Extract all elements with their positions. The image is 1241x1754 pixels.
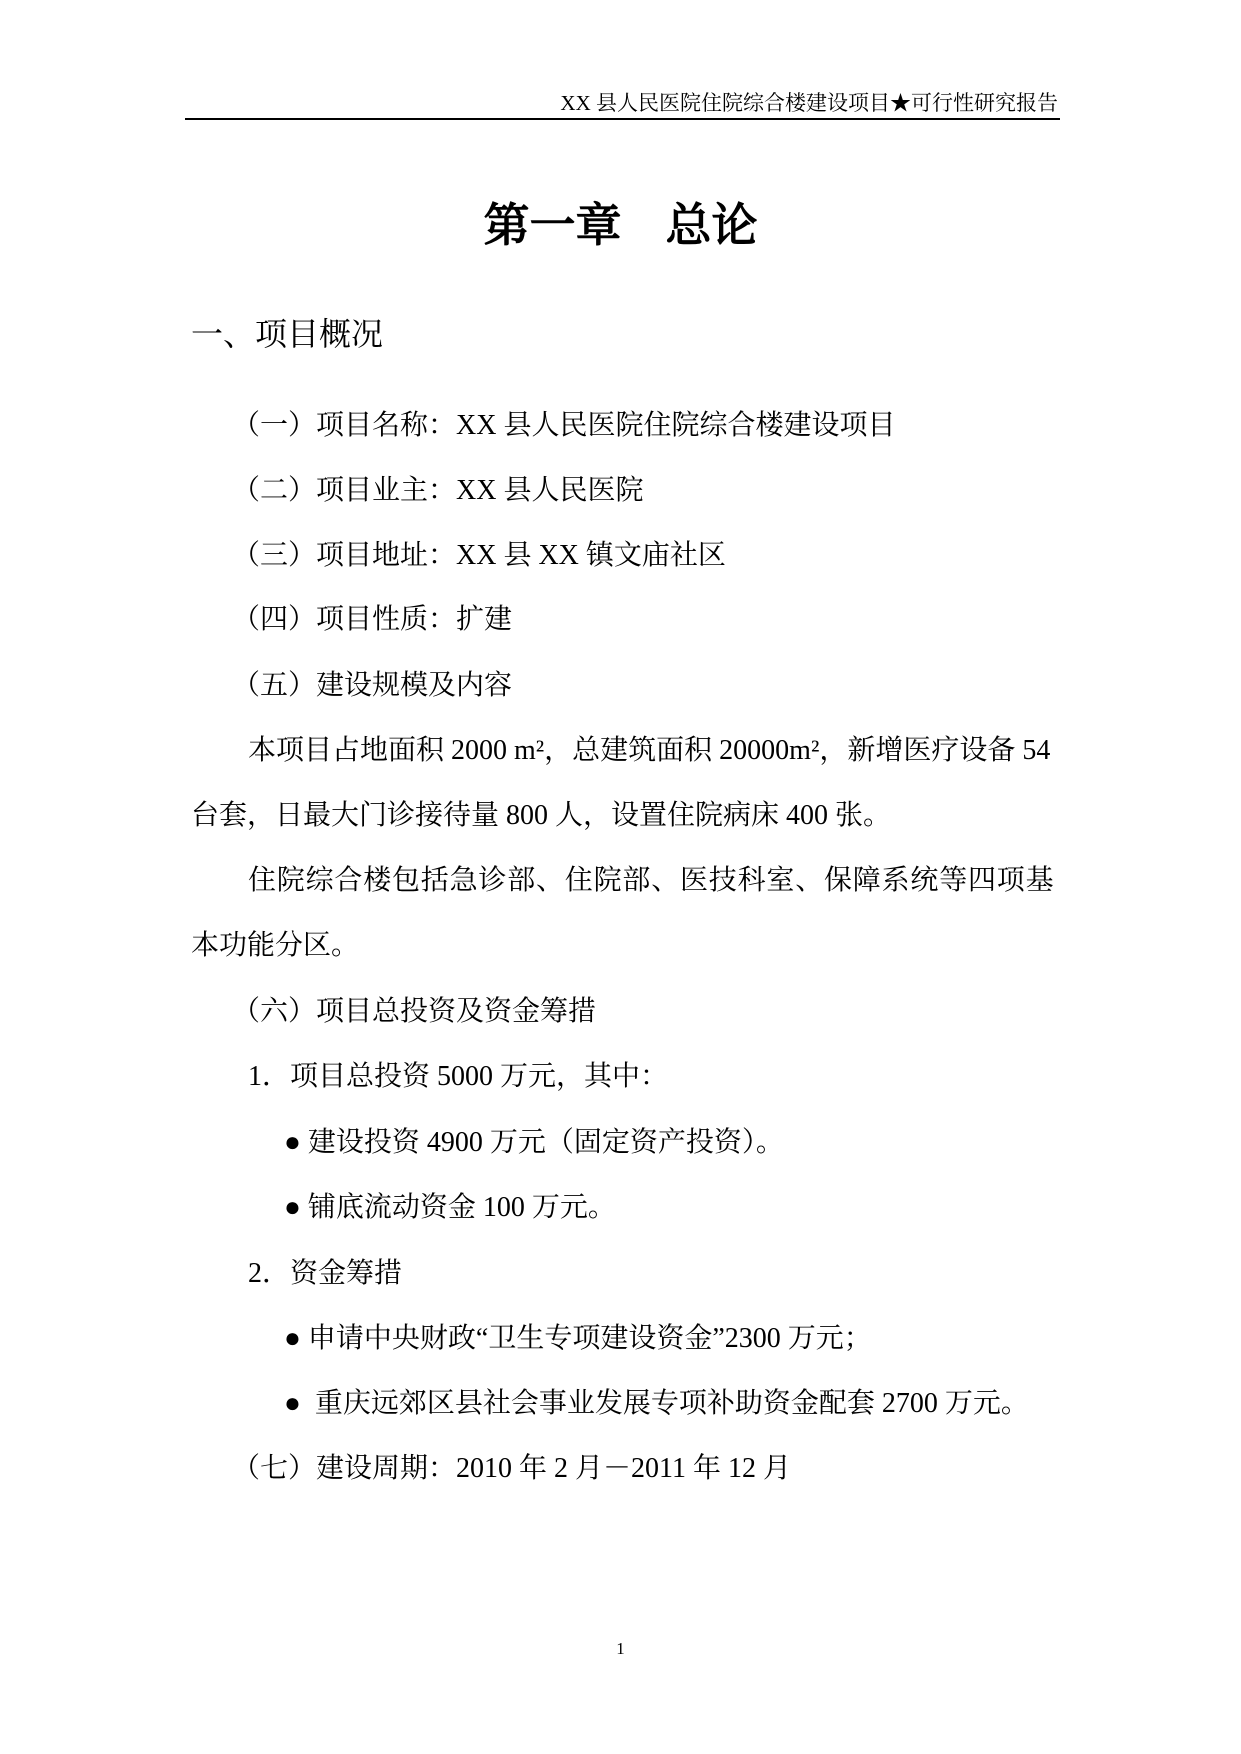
total-investment-line: 1．项目总投资 5000 万元，其中：: [248, 1061, 669, 1092]
project-name-line: （一）项目名称：XX 县人民医院住院综合楼建设项目: [232, 410, 896, 441]
page-number: 1: [616, 1639, 625, 1658]
chapter-title: [0, 195, 1241, 255]
scale-paragraph-line-1: 本项目占地面积 2000 m²，总建筑面积 20000m²，新增医疗设备 54: [248, 735, 1051, 766]
function-paragraph-line-2: 本功能分区。: [191, 930, 360, 961]
funding-item-municipal: ● 重庆远郊区县社会事业发展专项补助资金配套 2700 万元。: [284, 1388, 1029, 1419]
investment-item-working-capital: ● 铺底流动资金 100 万元。: [284, 1192, 616, 1223]
project-address-line: （三）项目地址：XX 县 XX 镇文庙社区: [232, 540, 726, 571]
chapter-name: 总论: [665, 198, 758, 252]
running-title: XX 县人民医院住院综合楼建设项目★可行性研究报告: [560, 91, 1058, 115]
function-paragraph-line-1: 住院综合楼包括急诊部、住院部、医技科室、保障系统等四项基: [248, 865, 1055, 896]
section-heading: 一、项目概况: [191, 315, 384, 353]
investment-item-construction: ● 建设投资 4900 万元（固定资产投资）。: [284, 1127, 784, 1158]
scale-heading: （五）建设规模及内容: [232, 670, 513, 701]
scale-paragraph-line-2: 台套，日最大门诊接待量 800 人，设置住院病床 400 张。: [191, 800, 892, 831]
header-rule: [185, 118, 1060, 120]
investment-heading: （六）项目总投资及资金筹措: [232, 996, 597, 1027]
funding-heading: 2．资金筹措: [248, 1258, 403, 1289]
project-owner-line: （二）项目业主：XX 县人民医院: [232, 475, 644, 506]
project-nature-line: （四）项目性质：扩建: [232, 604, 513, 635]
construction-period-line: （七）建设周期：2010 年 2 月－2011 年 12 月: [232, 1453, 791, 1484]
funding-item-central: ● 申请中央财政“卫生专项建设资金”2300 万元；: [284, 1323, 872, 1354]
chapter-number: 第一章: [483, 198, 622, 252]
